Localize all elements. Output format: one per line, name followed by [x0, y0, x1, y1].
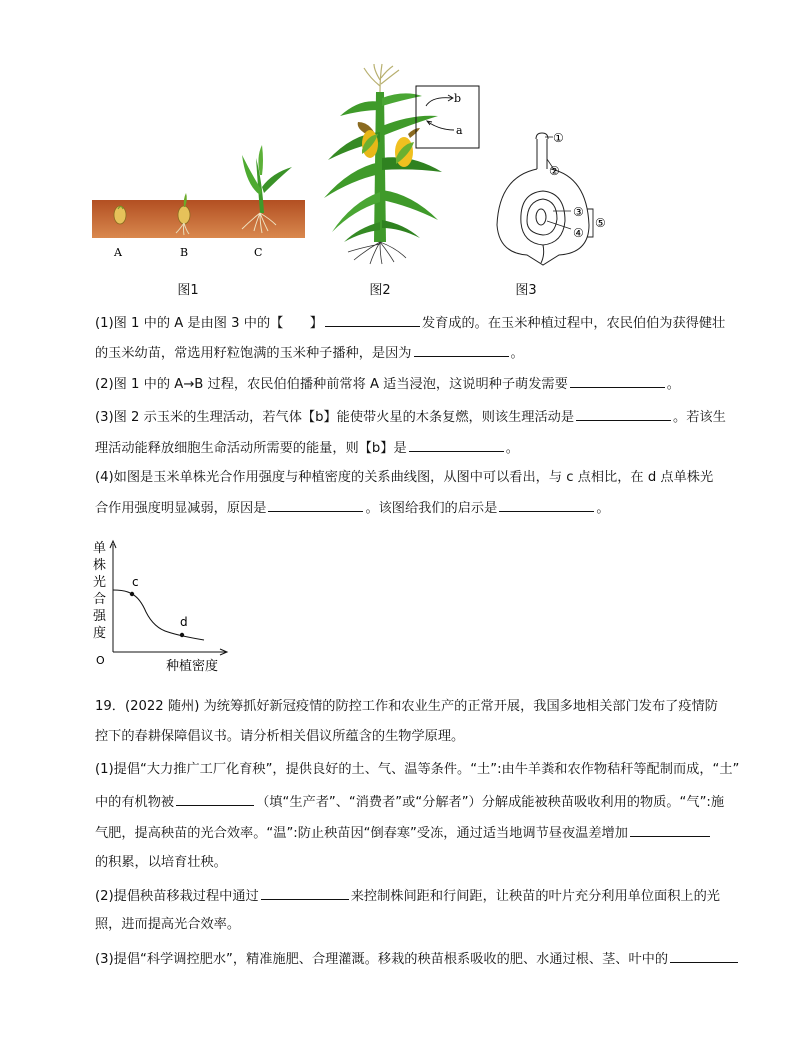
q19-intro-line1: 19．(2022 随州) 为统筹抓好新冠疫情的防控工作和农业生产的正常开展，我国多地相关部门发布了疫情防: [95, 699, 718, 714]
curve: [113, 590, 204, 640]
q18-part1-line2: 的玉米幼苗，常选用籽粒饱满的玉米种子播种，是因为 。: [95, 342, 715, 364]
chart-ylabel-2: 株: [93, 558, 107, 573]
figure-3-pistil: [483, 125, 613, 270]
point-d: [180, 633, 184, 637]
fig1-label-b: B: [180, 246, 189, 259]
figure-2-corn-plant: [318, 62, 488, 267]
q19-part2-line1: (2)提倡秧苗移栽过程中通过 来控制株间距和行间距，让秧苗的叶片充分利用单位面积上的光: [95, 885, 715, 907]
label-a: a: [456, 124, 463, 137]
q18-part4-line2: 合作用强度明显减弱，原因是 。该图给我们的启示是 。: [95, 497, 715, 519]
figure-1-caption: 图1: [177, 283, 199, 298]
density-chart: [88, 536, 238, 678]
label-b: b: [454, 92, 462, 105]
q19-part2-line2: 照，进而提高光合效率。: [95, 917, 241, 932]
label-4: ④: [573, 226, 584, 240]
roots: [348, 242, 406, 264]
arrow-b: [426, 98, 452, 106]
chart-ylabel-4: 合: [93, 592, 107, 607]
label-2: ②: [549, 164, 560, 178]
q18-part3-line1: (3)图 2 示玉米的生理活动，若气体【b】能使带火星的木条复燃，则该生理活动是 。若该生: [95, 406, 715, 428]
origin-label: O: [96, 654, 105, 667]
chart-xlabel: 种植密度: [166, 659, 219, 674]
q19-part1-line3: 气肥，提高秧苗的光合效率。“温”:防止秧苗因“倒春寒”受冻，通过适当地调节昼夜温差增加: [95, 822, 715, 844]
chart-ylabel-1: 单: [93, 541, 107, 556]
figure-1-seedlings: [92, 135, 307, 265]
chart-ylabel-3: 光: [93, 575, 107, 590]
q18-part4-line1: (4)如图是玉米单株光合作用强度与种植密度的关系曲线图，从图中可以看出，与 c 点相比，在 d 点单株光: [95, 470, 714, 485]
label-5: ⑤: [595, 216, 606, 230]
q18-part1-line1: (1)图 1 中的 A 是由图 3 中的【 】 发育成的。在玉米种植过程中，农民伯伯为获得健壮: [95, 312, 715, 334]
q19-part3-line1: (3)提倡“科学调控肥水”，精准施肥、合理灌溉。移栽的秧苗根系吸收的肥、水通过根、茎、叶中的: [95, 948, 715, 970]
stigma: [536, 133, 548, 139]
point-c-label: c: [132, 575, 139, 589]
q18-part2: (2)图 1 中的 A→B 过程，农民伯伯播种前常将 A 适当浸泡，这说明种子萌发需要 。: [95, 373, 715, 395]
point-d-label: d: [180, 615, 188, 629]
chart-ylabel-5: 强: [93, 609, 107, 624]
q19-part1-line4: 的积累，以培育壮秧。: [95, 855, 227, 870]
seed-a: [114, 206, 126, 224]
label-1: ①: [553, 131, 564, 145]
fig1-label-a: A: [114, 246, 122, 259]
fig1-label-c: C: [254, 246, 263, 259]
figure-3-caption: 图3: [515, 283, 537, 298]
q19-part1-line1: (1)提倡“大力推广工厂化育秧”，提供良好的土、气、温等条件。“土”:由牛羊粪和农作物秸秆等配制而成，“土”: [95, 762, 740, 777]
tassel: [364, 64, 399, 92]
style: [537, 139, 547, 169]
chart-ylabel-6: 度: [93, 626, 107, 641]
label-3: ③: [573, 205, 584, 219]
figure-2-caption: 图2: [369, 283, 391, 298]
q19-part1-line2: 中的有机物被 （填“生产者”、“消费者”或“分解者”）分解成能被秧苗吸收利用的物质。“气”:施: [95, 791, 715, 813]
q19-intro-line2: 控下的春耕保障倡议书。请分析相关倡议所蕴含的生物学原理。: [95, 729, 465, 744]
arrow-a: [428, 122, 454, 130]
point-c: [130, 592, 134, 596]
q18-part3-line2: 理活动能释放细胞生命活动所需要的能量，则【b】是 。: [95, 437, 715, 459]
